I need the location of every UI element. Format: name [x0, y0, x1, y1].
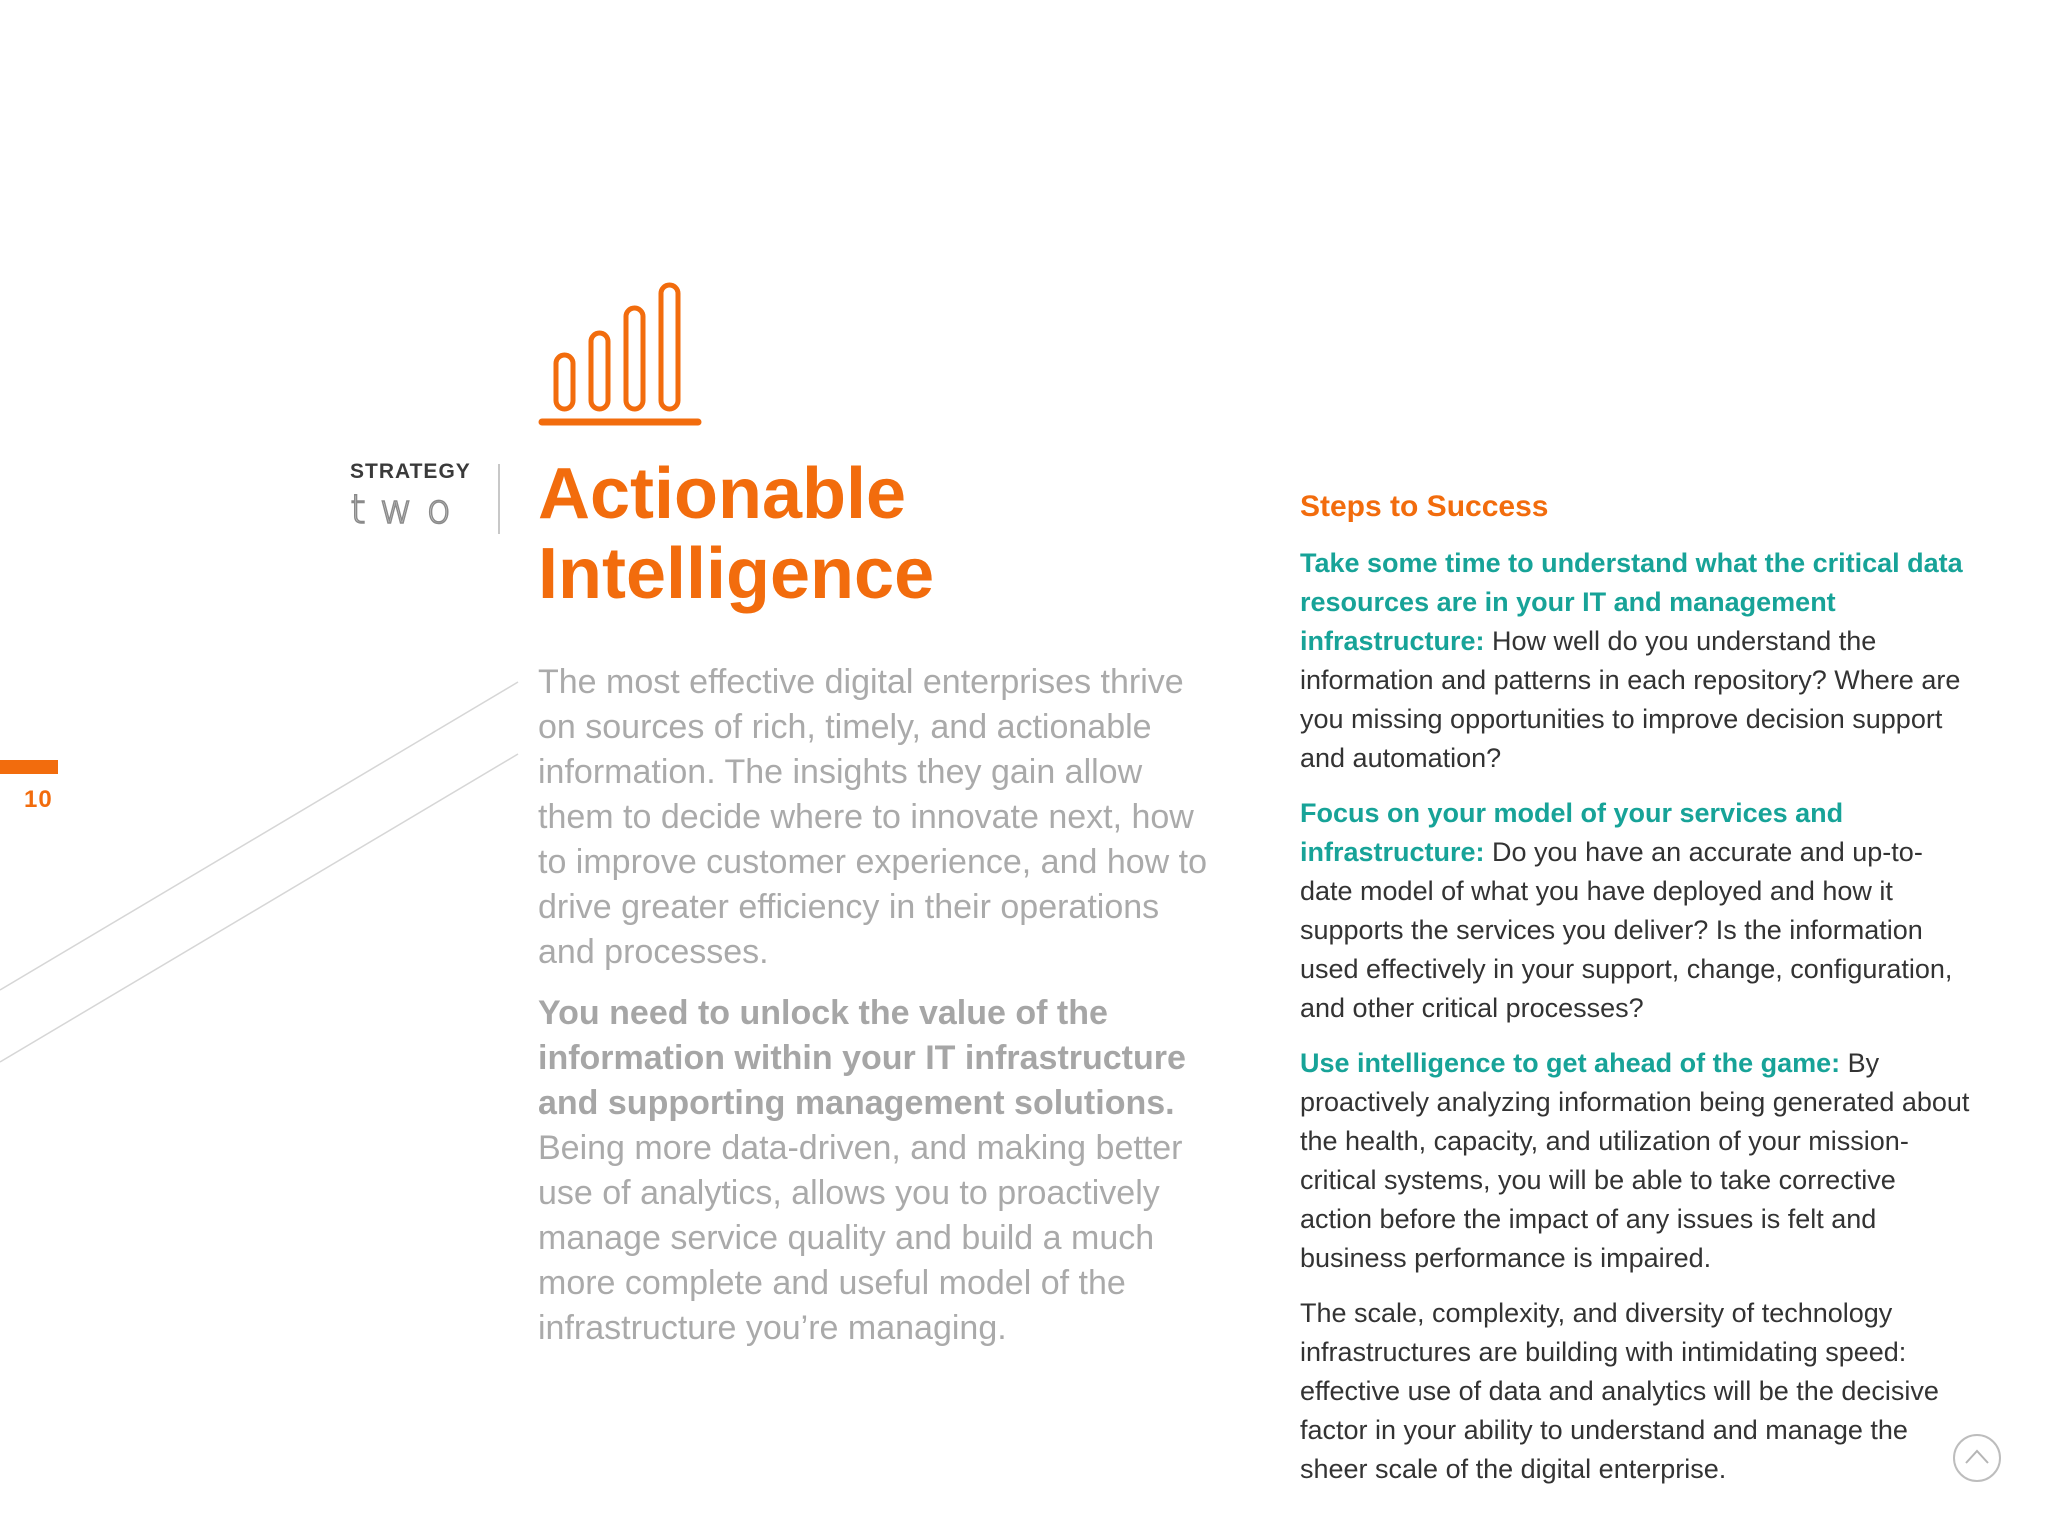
page-title [538, 454, 1138, 614]
bar-chart-icon [538, 280, 702, 430]
strategy-divider [498, 464, 500, 534]
step-item [1300, 794, 1970, 1028]
step-item-body: Do you have an accurate and up-to-date model of what you have deployed and how it supports the services you deliver? Is the information used effectively in your support, change, configuration, and other critical processes? [1300, 837, 1953, 1023]
steps-heading: Steps to Success [1300, 490, 1549, 523]
strategy-number: two [350, 487, 465, 533]
intro-paragraph-1: The most effective digital enterprises thrive on sources of rich, timely, and actionable information. The insights they gain allow them to decide where to innovate next, how to improve customer experience, and how to drive greater efficiency in their operations and processes. [538, 663, 1208, 971]
scroll-to-top-button[interactable] [1953, 1434, 2001, 1482]
chevron-up-icon [1963, 1444, 1991, 1472]
intro-text [538, 660, 1218, 1367]
steps-closing: The scale, complexity, and diversity of technology infrastructures are building with intimidating speed: effective use of data and analytics will be the decisive factor in your ability to understand and manage the sheer scale of the digital enterprise. [1300, 1298, 1939, 1484]
step-item-lead: Take some time to understand what the critical data resources are in your IT and management infrastructure: [1300, 548, 1963, 656]
step-item [1300, 1044, 1970, 1278]
strategy-label: STRATEGY [350, 460, 471, 483]
step-item-body: How well do you understand the information and patterns in each repository? Where are you missing opportunities to improve decision support and automation? [1300, 626, 1961, 773]
intro-paragraph-2-lead: You need to unlock the value of the information within your IT infrastructure and supporting management solutions. [538, 994, 1186, 1122]
steps-to-success [1300, 484, 1970, 1505]
step-item-lead: Focus on your model of your services and infrastructure: [1300, 798, 1844, 867]
step-item-lead: Use intelligence to get ahead of the game: [1300, 1048, 1841, 1078]
page-marker-bar [0, 760, 58, 774]
step-item-body: By proactively analyzing information being generated about the health, capacity, and utilization of your mission-critical systems, you will be able to take corrective action before the impact of any issues is felt and business performance is impaired. [1300, 1048, 1970, 1273]
title-line-2: Intelligence [538, 534, 935, 614]
page-number: 10 [24, 786, 53, 813]
title-line-1: Actionable [538, 454, 907, 534]
intro-paragraph-2 [538, 991, 1218, 1351]
step-item [1300, 544, 1970, 778]
intro-paragraph-2-body: Being more data-driven, and making better use of analytics, allows you to proactively manage service quality and build a much more complete and useful model of the infrastructure you’re managing. [538, 1129, 1183, 1347]
strategy-label-block [350, 460, 471, 533]
